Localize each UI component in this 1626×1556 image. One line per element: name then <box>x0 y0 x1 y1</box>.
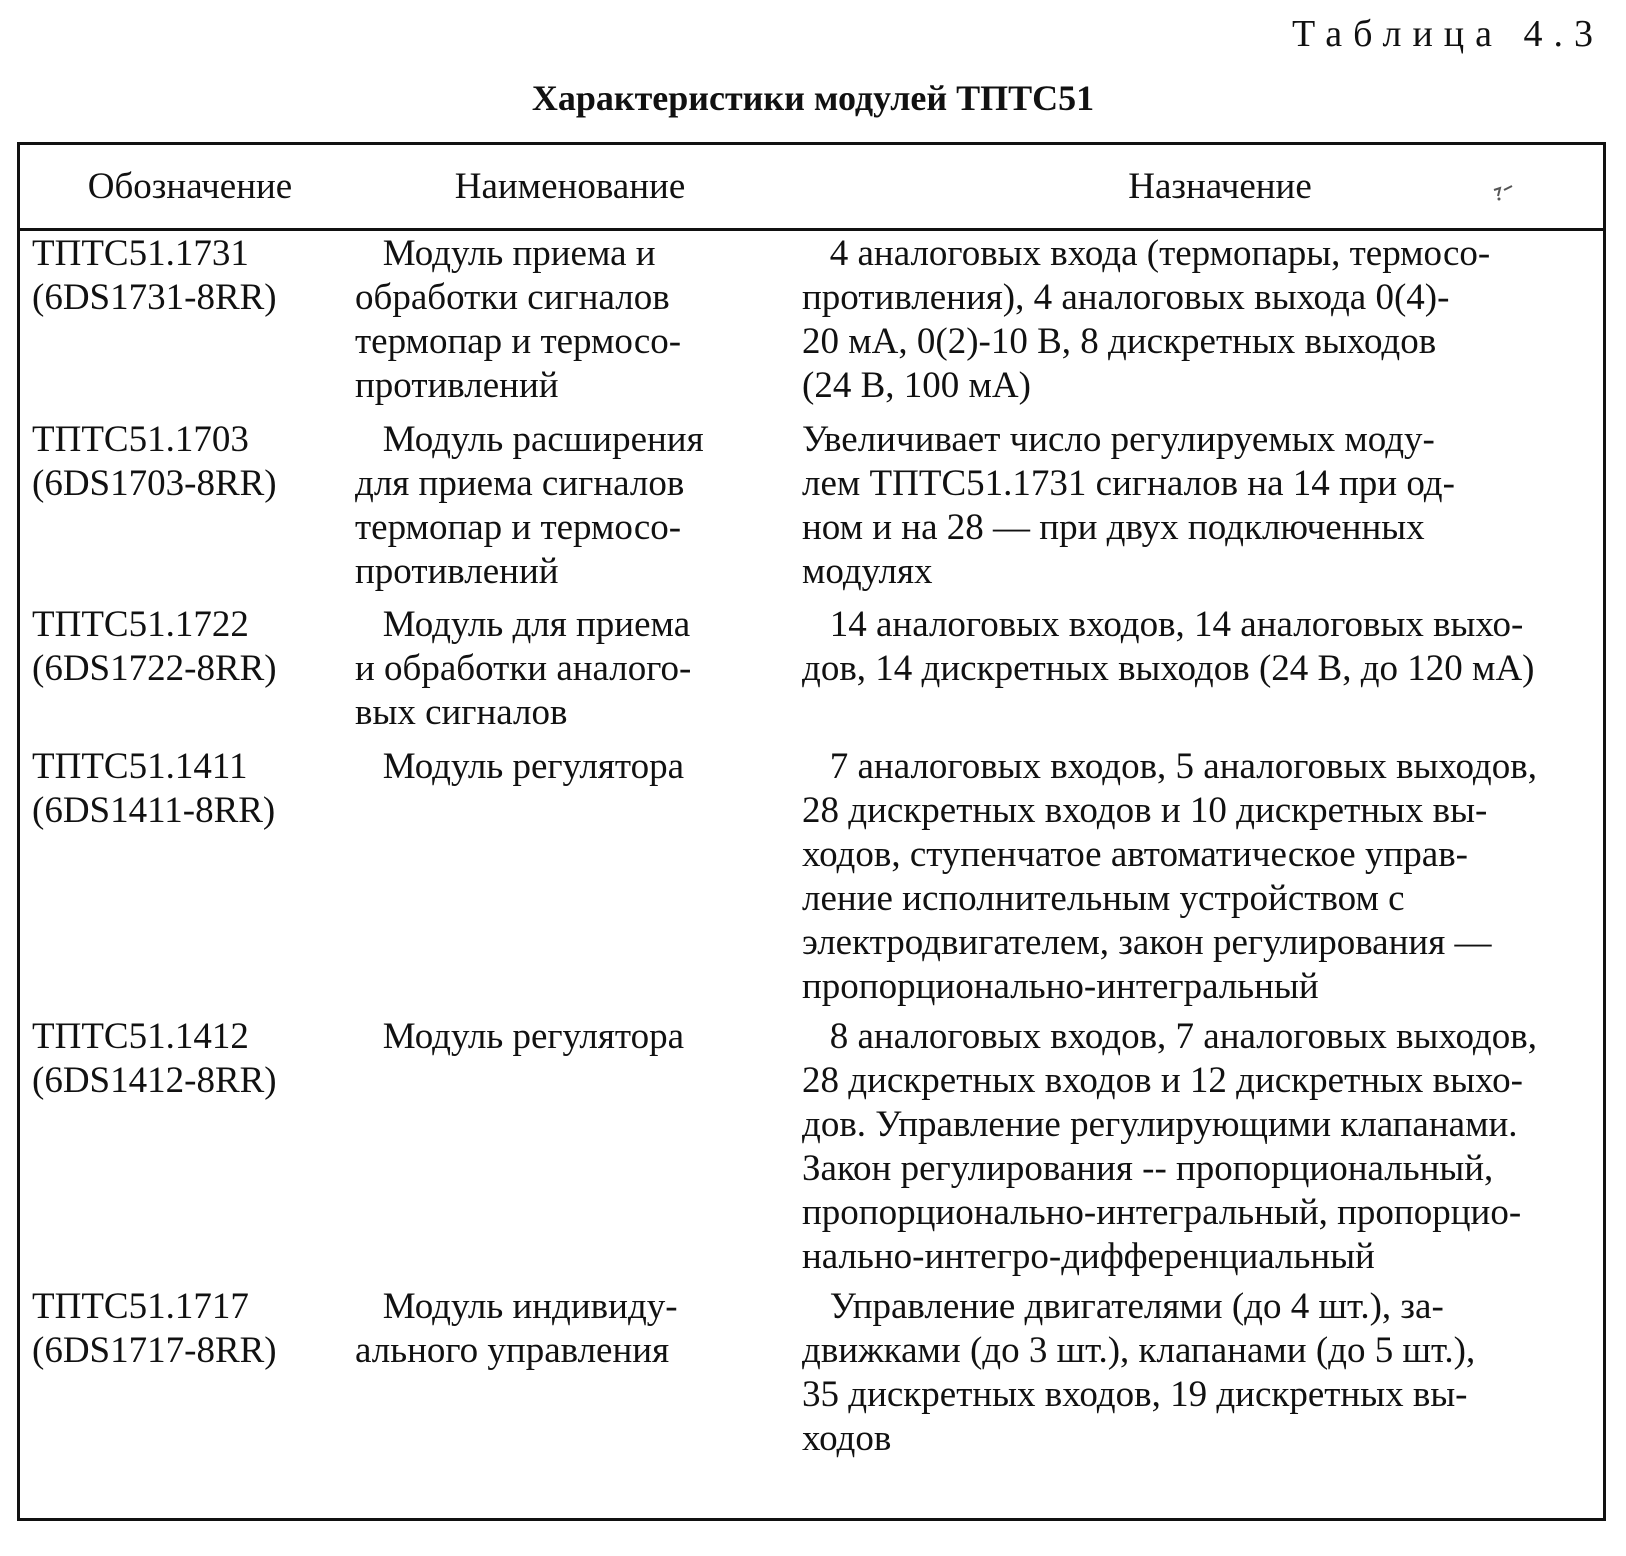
column-header-code: Обозначение <box>87 166 293 207</box>
table-row-2-name: Модуль расширения для приема сигналов термопар и термосо- противлений <box>355 419 704 592</box>
table-row-4-name: Модуль регулятора <box>355 746 685 787</box>
table-row-1-name: Модуль приема и обработки сигналов термопар и термосо- противлений <box>355 233 682 406</box>
table-row-4-code: ТПТС51.1411 (6DS1411-8RR) <box>32 746 276 831</box>
modules-table <box>17 142 1606 1521</box>
header-divider <box>20 228 1603 231</box>
column-header-name: Наименование <box>454 166 686 207</box>
table-row-4-purpose: 7 аналоговых входов, 5 аналоговых выходов, 28 дискретных входов и 10 дискретных вы- ходов, ступенчатое автоматическое управ- ление исполнительным устройством с электродвигателем, закон регулирования — пропорционально-интегральный <box>802 746 1537 1007</box>
table-row-5-code: ТПТС51.1412 (6DS1412-8RR) <box>32 1016 277 1101</box>
table-row-5-purpose: 8 аналоговых входов, 7 аналоговых выходов, 28 дискретных входов и 12 дискретных выхо- дов. Управление регулирующими клапанами. Закон регулирования -- пропорциональный, пропорционально-интегральный, пропорцио- нально-интегро-дифференциальный <box>802 1016 1537 1277</box>
table-row-6-code: ТПТС51.1717 (6DS1717-8RR) <box>32 1286 277 1371</box>
table-row-1-purpose: 4 аналоговых входа (термопары, термосо- противления), 4 аналоговых выхода 0(4)- 20 мА, 0(2)-10 В, 8 дискретных выходов (24 В, 100 мА) <box>802 233 1491 406</box>
table-row-2-purpose: Увеличивает число регулируемых моду- лем ТПТС51.1731 сигналов на 14 при од- ном и на 28 — при двух подключенных модулях <box>802 419 1455 592</box>
table-row-6-purpose: Управление двигателями (до 4 шт.), за- движками (до 3 шт.), клапанами (до 5 шт.), 35 дискретных входов, 19 дискретных вы- ходов <box>802 1286 1476 1459</box>
table-row-3-name: Модуль для приема и обработки аналого- вых сигналов <box>355 604 692 733</box>
column-header-purpose: Назначение <box>1128 166 1312 207</box>
table-caption: Характеристики модулей ТПТС51 <box>531 78 1095 118</box>
scan-speck-icon <box>1490 182 1524 202</box>
table-number: Таблица 4.3 <box>1291 13 1604 55</box>
table-row-5-name: Модуль регулятора <box>355 1016 685 1057</box>
table-row-3-purpose: 14 аналоговых входов, 14 аналоговых выхо- дов, 14 дискретных выходов (24 В, до 120 мА) <box>802 604 1535 689</box>
table-row-2-code: ТПТС51.1703 (6DS1703-8RR) <box>32 419 277 504</box>
table-row-1-code: ТПТС51.1731 (6DS1731-8RR) <box>32 233 277 318</box>
table-row-3-code: ТПТС51.1722 (6DS1722-8RR) <box>32 604 277 689</box>
table-row-6-name: Модуль индивиду- ального управления <box>355 1286 678 1371</box>
